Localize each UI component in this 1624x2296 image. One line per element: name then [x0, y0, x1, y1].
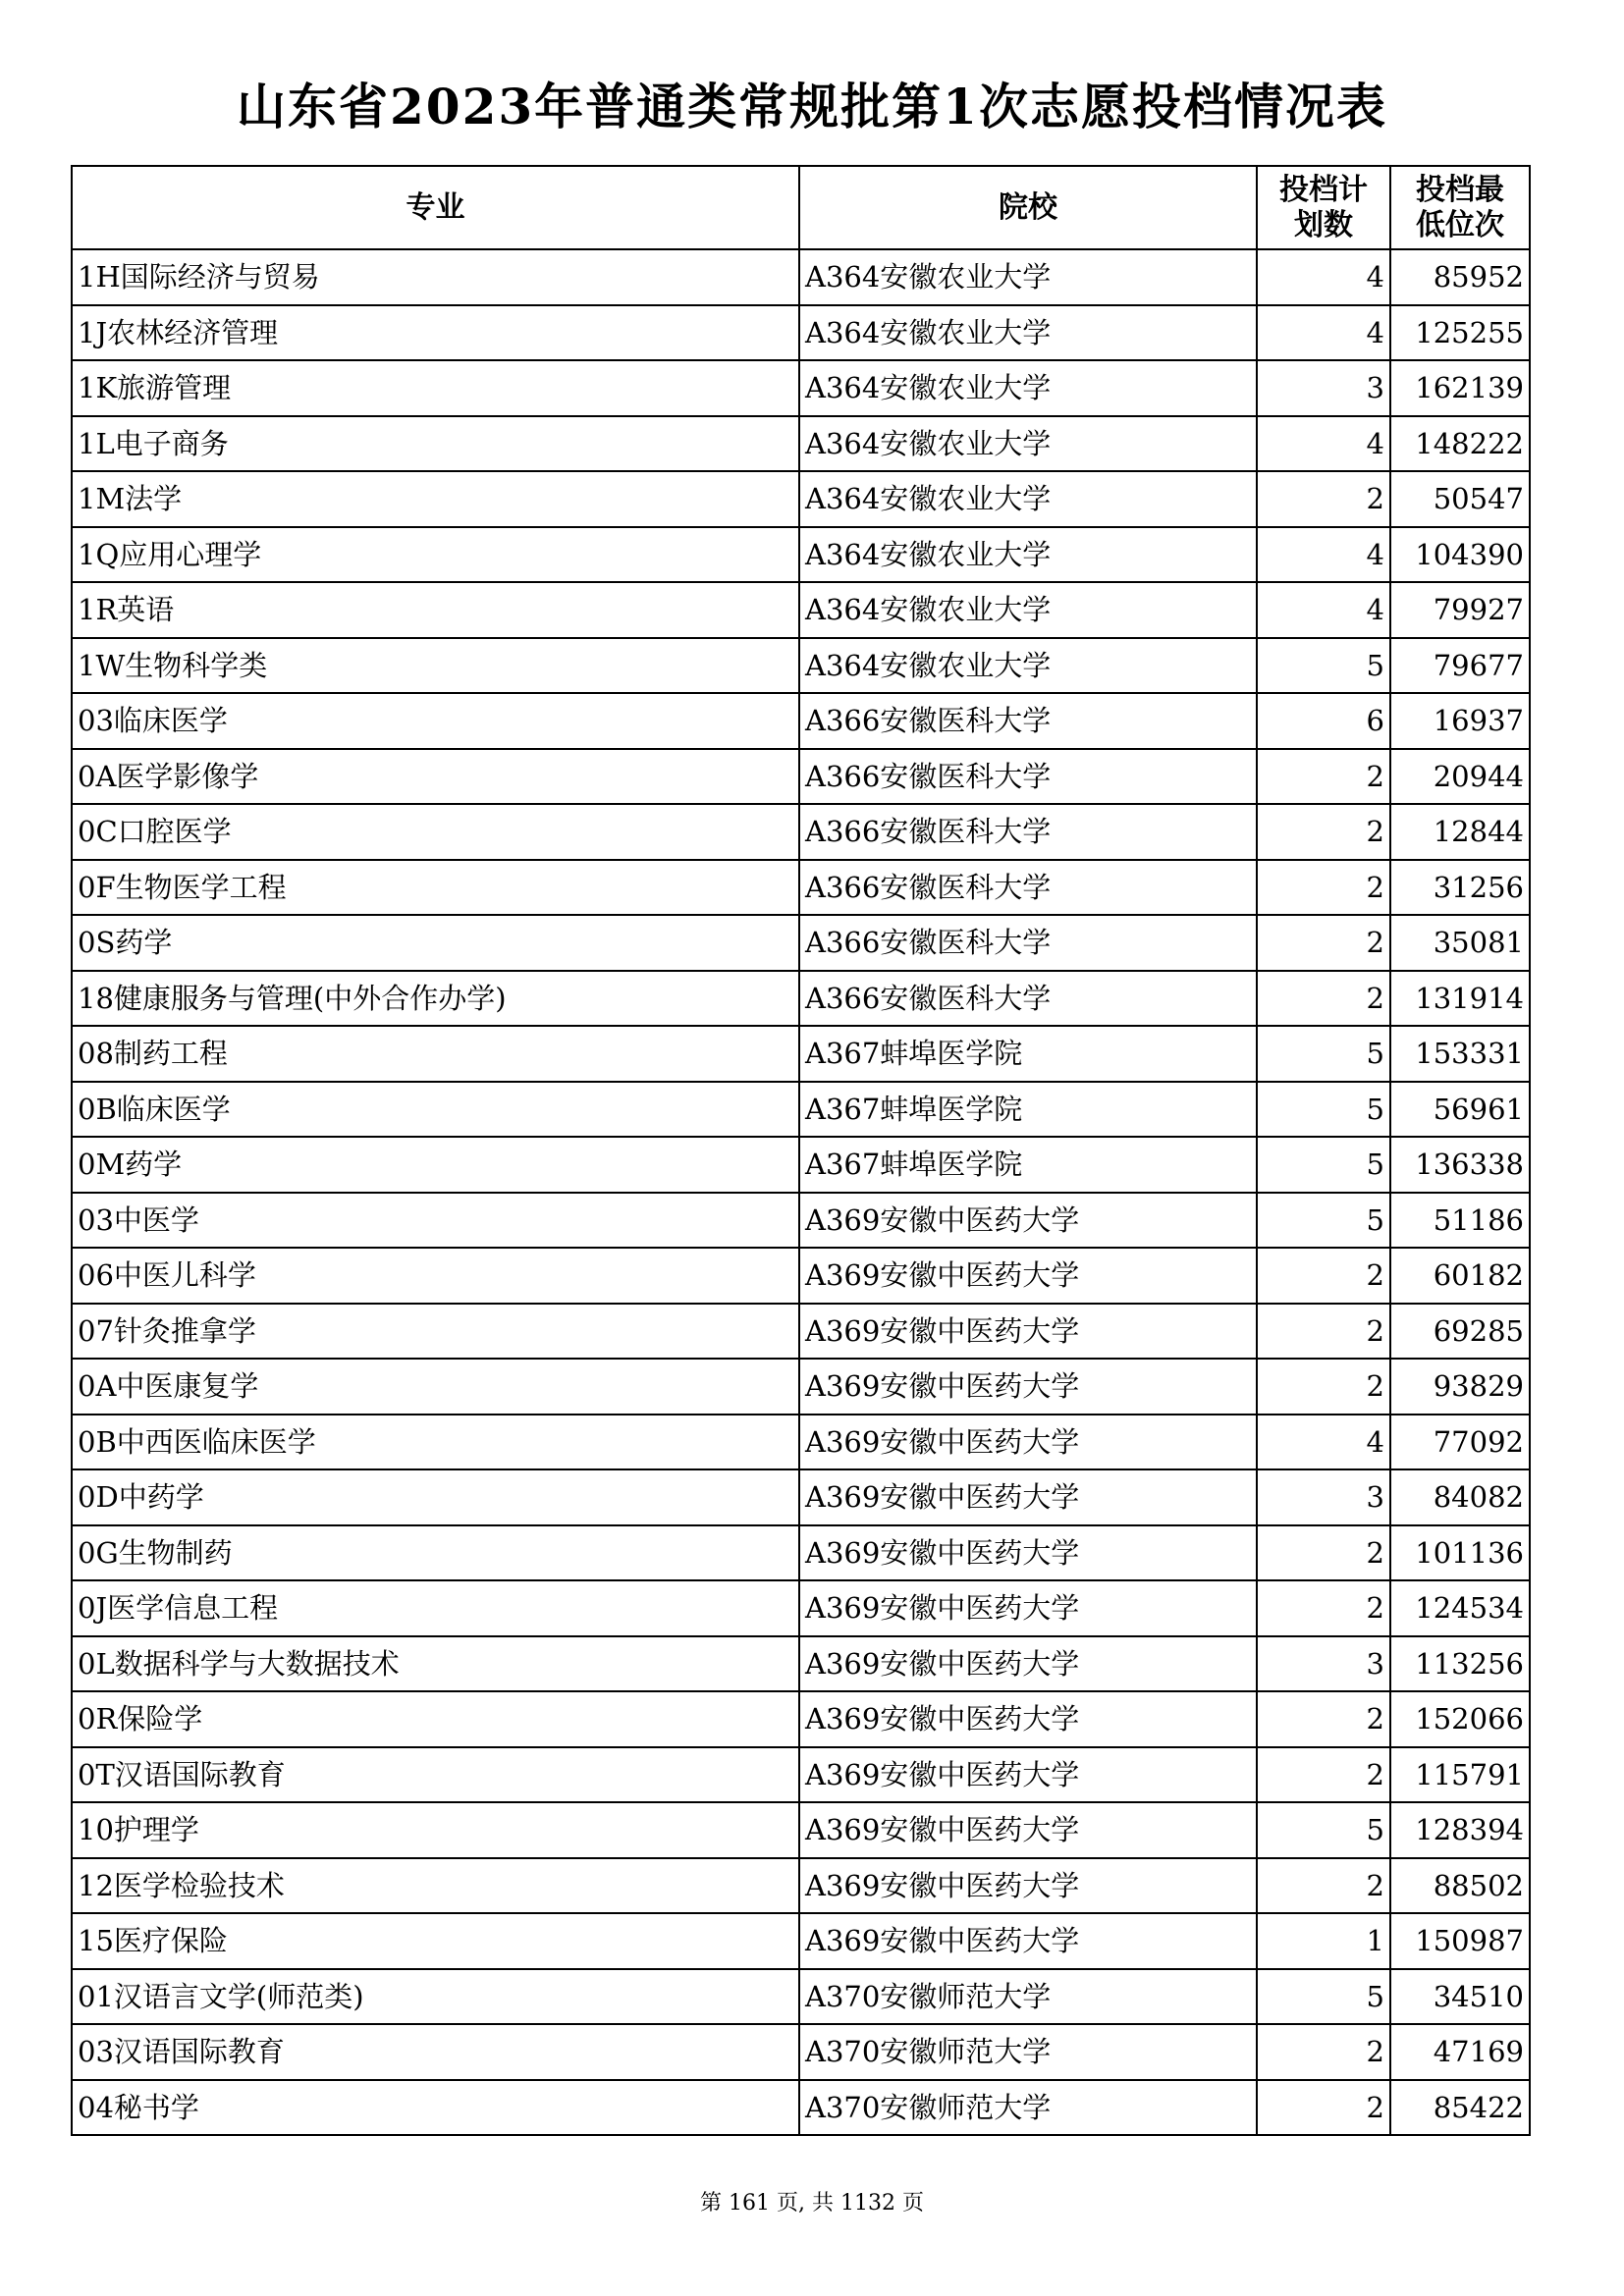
table-row: [72, 1469, 1530, 1525]
plan-count-cell: 2: [1257, 471, 1390, 527]
school-cell: A364安徽农业大学: [799, 638, 1257, 694]
plan-count-cell: 2: [1257, 2080, 1390, 2136]
table-row: [72, 1913, 1530, 1969]
school-cell: A369安徽中医药大学: [799, 1193, 1257, 1249]
school-cell: A369安徽中医药大学: [799, 1747, 1257, 1803]
plan-count-cell: 2: [1257, 915, 1390, 971]
major-cell: 10护理学: [72, 1802, 799, 1858]
school-cell: A364安徽农业大学: [799, 360, 1257, 416]
table-row: [72, 1193, 1530, 1249]
school-cell: A369安徽中医药大学: [799, 1691, 1257, 1747]
school-cell: A364安徽农业大学: [799, 471, 1257, 527]
plan-count-cell: 3: [1257, 1636, 1390, 1692]
header-major: 专业: [72, 166, 799, 249]
major-cell: 1Q应用心理学: [72, 527, 799, 583]
min-rank-cell: 50547: [1390, 471, 1530, 527]
plan-count-cell: 2: [1257, 1359, 1390, 1415]
min-rank-cell: 69285: [1390, 1304, 1530, 1360]
school-cell: A369安徽中医药大学: [799, 1525, 1257, 1581]
min-rank-cell: 56961: [1390, 1082, 1530, 1138]
school-cell: A367蚌埠医学院: [799, 1026, 1257, 1082]
min-rank-cell: 51186: [1390, 1193, 1530, 1249]
plan-count-cell: 4: [1257, 416, 1390, 472]
school-cell: A366安徽医科大学: [799, 860, 1257, 916]
table-row: [72, 1969, 1530, 2025]
table-row: [72, 915, 1530, 971]
school-cell: A369安徽中医药大学: [799, 1359, 1257, 1415]
table-row: [72, 1082, 1530, 1138]
min-rank-cell: 150987: [1390, 1913, 1530, 1969]
school-cell: A369安徽中医药大学: [799, 1580, 1257, 1636]
plan-count-cell: 2: [1257, 1248, 1390, 1304]
school-cell: A369安徽中医药大学: [799, 1304, 1257, 1360]
school-cell: A369安徽中医药大学: [799, 1858, 1257, 1914]
min-rank-cell: 84082: [1390, 1469, 1530, 1525]
table-row: [72, 1747, 1530, 1803]
table-row: [72, 638, 1530, 694]
plan-count-cell: 2: [1257, 1747, 1390, 1803]
min-rank-cell: 31256: [1390, 860, 1530, 916]
plan-count-cell: 3: [1257, 1469, 1390, 1525]
header-rank-line1: 投档最: [1416, 172, 1504, 207]
major-cell: 01汉语言文学(师范类): [72, 1969, 799, 2025]
major-cell: 03中医学: [72, 1193, 799, 1249]
min-rank-cell: 85952: [1390, 249, 1530, 305]
major-cell: 0C口腔医学: [72, 804, 799, 860]
major-cell: 0S药学: [72, 915, 799, 971]
min-rank-cell: 79677: [1390, 638, 1530, 694]
header-rank-line2: 低位次: [1416, 207, 1504, 242]
table-row: [72, 249, 1530, 305]
major-cell: 15医疗保险: [72, 1913, 799, 1969]
min-rank-cell: 88502: [1390, 1858, 1530, 1914]
major-cell: 08制药工程: [72, 1026, 799, 1082]
plan-count-cell: 3: [1257, 360, 1390, 416]
major-cell: 0L数据科学与大数据技术: [72, 1636, 799, 1692]
min-rank-cell: 79927: [1390, 582, 1530, 638]
school-cell: A369安徽中医药大学: [799, 1913, 1257, 1969]
school-cell: A364安徽农业大学: [799, 305, 1257, 361]
table-row: [72, 582, 1530, 638]
plan-count-cell: 2: [1257, 749, 1390, 805]
table-row: [72, 1026, 1530, 1082]
school-cell: A366安徽医科大学: [799, 804, 1257, 860]
table-row: [72, 305, 1530, 361]
table-row: [72, 749, 1530, 805]
major-cell: 0A医学影像学: [72, 749, 799, 805]
table-row: [72, 1248, 1530, 1304]
table-row: [72, 804, 1530, 860]
school-cell: A367蚌埠医学院: [799, 1082, 1257, 1138]
min-rank-cell: 115791: [1390, 1747, 1530, 1803]
min-rank-cell: 131914: [1390, 971, 1530, 1027]
table-row: [72, 416, 1530, 472]
table-row: [72, 1415, 1530, 1470]
major-cell: 0J医学信息工程: [72, 1580, 799, 1636]
major-cell: 1J农林经济管理: [72, 305, 799, 361]
plan-count-cell: 2: [1257, 1858, 1390, 1914]
table-row: [72, 2080, 1530, 2136]
table-row: [72, 1691, 1530, 1747]
min-rank-cell: 152066: [1390, 1691, 1530, 1747]
min-rank-cell: 85422: [1390, 2080, 1530, 2136]
school-cell: A366安徽医科大学: [799, 971, 1257, 1027]
min-rank-cell: 77092: [1390, 1415, 1530, 1470]
plan-count-cell: 2: [1257, 1691, 1390, 1747]
table-header: [72, 166, 1530, 249]
table-row: [72, 2024, 1530, 2080]
major-cell: 0F生物医学工程: [72, 860, 799, 916]
major-cell: 1R英语: [72, 582, 799, 638]
min-rank-cell: 162139: [1390, 360, 1530, 416]
plan-count-cell: 5: [1257, 638, 1390, 694]
header-row: [72, 166, 1530, 249]
major-cell: 12医学检验技术: [72, 1858, 799, 1914]
school-cell: A366安徽医科大学: [799, 693, 1257, 749]
school-cell: A364安徽农业大学: [799, 249, 1257, 305]
major-cell: 1K旅游管理: [72, 360, 799, 416]
major-cell: 0B临床医学: [72, 1082, 799, 1138]
major-cell: 0M药学: [72, 1137, 799, 1193]
school-cell: A369安徽中医药大学: [799, 1469, 1257, 1525]
major-cell: 0A中医康复学: [72, 1359, 799, 1415]
plan-count-cell: 4: [1257, 249, 1390, 305]
min-rank-cell: 136338: [1390, 1137, 1530, 1193]
plan-count-cell: 4: [1257, 527, 1390, 583]
min-rank-cell: 153331: [1390, 1026, 1530, 1082]
school-cell: A364安徽农业大学: [799, 416, 1257, 472]
min-rank-cell: 104390: [1390, 527, 1530, 583]
major-cell: 1H国际经济与贸易: [72, 249, 799, 305]
header-school: 院校: [799, 166, 1257, 249]
table-body: [72, 249, 1530, 2135]
school-cell: A364安徽农业大学: [799, 527, 1257, 583]
major-cell: 18健康服务与管理(中外合作办学): [72, 971, 799, 1027]
plan-count-cell: 2: [1257, 1580, 1390, 1636]
major-cell: 03临床医学: [72, 693, 799, 749]
header-rank: [1390, 166, 1530, 249]
school-cell: A364安徽农业大学: [799, 582, 1257, 638]
table-row: [72, 860, 1530, 916]
plan-count-cell: 5: [1257, 1802, 1390, 1858]
plan-count-cell: 5: [1257, 1082, 1390, 1138]
header-plan-line2: 划数: [1294, 207, 1353, 242]
min-rank-cell: 101136: [1390, 1525, 1530, 1581]
plan-count-cell: 4: [1257, 1415, 1390, 1470]
plan-count-cell: 6: [1257, 693, 1390, 749]
table-row: [72, 1580, 1530, 1636]
table-row: [72, 1802, 1530, 1858]
school-cell: A369安徽中医药大学: [799, 1802, 1257, 1858]
plan-count-cell: 4: [1257, 582, 1390, 638]
major-cell: 03汉语国际教育: [72, 2024, 799, 2080]
major-cell: 1L电子商务: [72, 416, 799, 472]
table-row: [72, 471, 1530, 527]
min-rank-cell: 128394: [1390, 1802, 1530, 1858]
major-cell: 0G生物制药: [72, 1525, 799, 1581]
plan-count-cell: 5: [1257, 1026, 1390, 1082]
min-rank-cell: 93829: [1390, 1359, 1530, 1415]
major-cell: 04秘书学: [72, 2080, 799, 2136]
plan-count-cell: 5: [1257, 1969, 1390, 2025]
header-plan: [1257, 166, 1390, 249]
plan-count-cell: 2: [1257, 1304, 1390, 1360]
major-cell: 06中医儿科学: [72, 1248, 799, 1304]
school-cell: A366安徽医科大学: [799, 749, 1257, 805]
table-row: [72, 693, 1530, 749]
min-rank-cell: 47169: [1390, 2024, 1530, 2080]
min-rank-cell: 113256: [1390, 1636, 1530, 1692]
plan-count-cell: 5: [1257, 1137, 1390, 1193]
table-row: [72, 527, 1530, 583]
table-row: [72, 1636, 1530, 1692]
school-cell: A369安徽中医药大学: [799, 1248, 1257, 1304]
table-row: [72, 971, 1530, 1027]
major-cell: 0D中药学: [72, 1469, 799, 1525]
major-cell: 0B中西医临床医学: [72, 1415, 799, 1470]
plan-count-cell: 2: [1257, 1525, 1390, 1581]
min-rank-cell: 60182: [1390, 1248, 1530, 1304]
major-cell: 1W生物科学类: [72, 638, 799, 694]
school-cell: A369安徽中医药大学: [799, 1636, 1257, 1692]
plan-count-cell: 2: [1257, 804, 1390, 860]
page-footer: 第 161 页, 共 1132 页: [700, 2191, 924, 2216]
min-rank-cell: 35081: [1390, 915, 1530, 971]
admission-table: [71, 165, 1531, 2136]
major-cell: 0T汉语国际教育: [72, 1747, 799, 1803]
table-row: [72, 1359, 1530, 1415]
school-cell: A369安徽中医药大学: [799, 1415, 1257, 1470]
school-cell: A367蚌埠医学院: [799, 1137, 1257, 1193]
major-cell: 07针灸推拿学: [72, 1304, 799, 1360]
min-rank-cell: 16937: [1390, 693, 1530, 749]
min-rank-cell: 124534: [1390, 1580, 1530, 1636]
plan-count-cell: 2: [1257, 971, 1390, 1027]
school-cell: A370安徽师范大学: [799, 2080, 1257, 2136]
table-row: [72, 1137, 1530, 1193]
plan-count-cell: 2: [1257, 860, 1390, 916]
header-plan-line1: 投档计: [1279, 172, 1368, 207]
major-cell: 0R保险学: [72, 1691, 799, 1747]
min-rank-cell: 20944: [1390, 749, 1530, 805]
school-cell: A366安徽医科大学: [799, 915, 1257, 971]
table-row: [72, 360, 1530, 416]
table-row: [72, 1304, 1530, 1360]
min-rank-cell: 125255: [1390, 305, 1530, 361]
page-title: 山东省2023年普通类常规批第1次志愿投档情况表: [237, 78, 1387, 135]
school-cell: A370安徽师范大学: [799, 2024, 1257, 2080]
table-row: [72, 1858, 1530, 1914]
plan-count-cell: 1: [1257, 1913, 1390, 1969]
min-rank-cell: 12844: [1390, 804, 1530, 860]
plan-count-cell: 2: [1257, 2024, 1390, 2080]
plan-count-cell: 5: [1257, 1193, 1390, 1249]
school-cell: A370安徽师范大学: [799, 1969, 1257, 2025]
plan-count-cell: 4: [1257, 305, 1390, 361]
major-cell: 1M法学: [72, 471, 799, 527]
min-rank-cell: 148222: [1390, 416, 1530, 472]
table-row: [72, 1525, 1530, 1581]
min-rank-cell: 34510: [1390, 1969, 1530, 2025]
